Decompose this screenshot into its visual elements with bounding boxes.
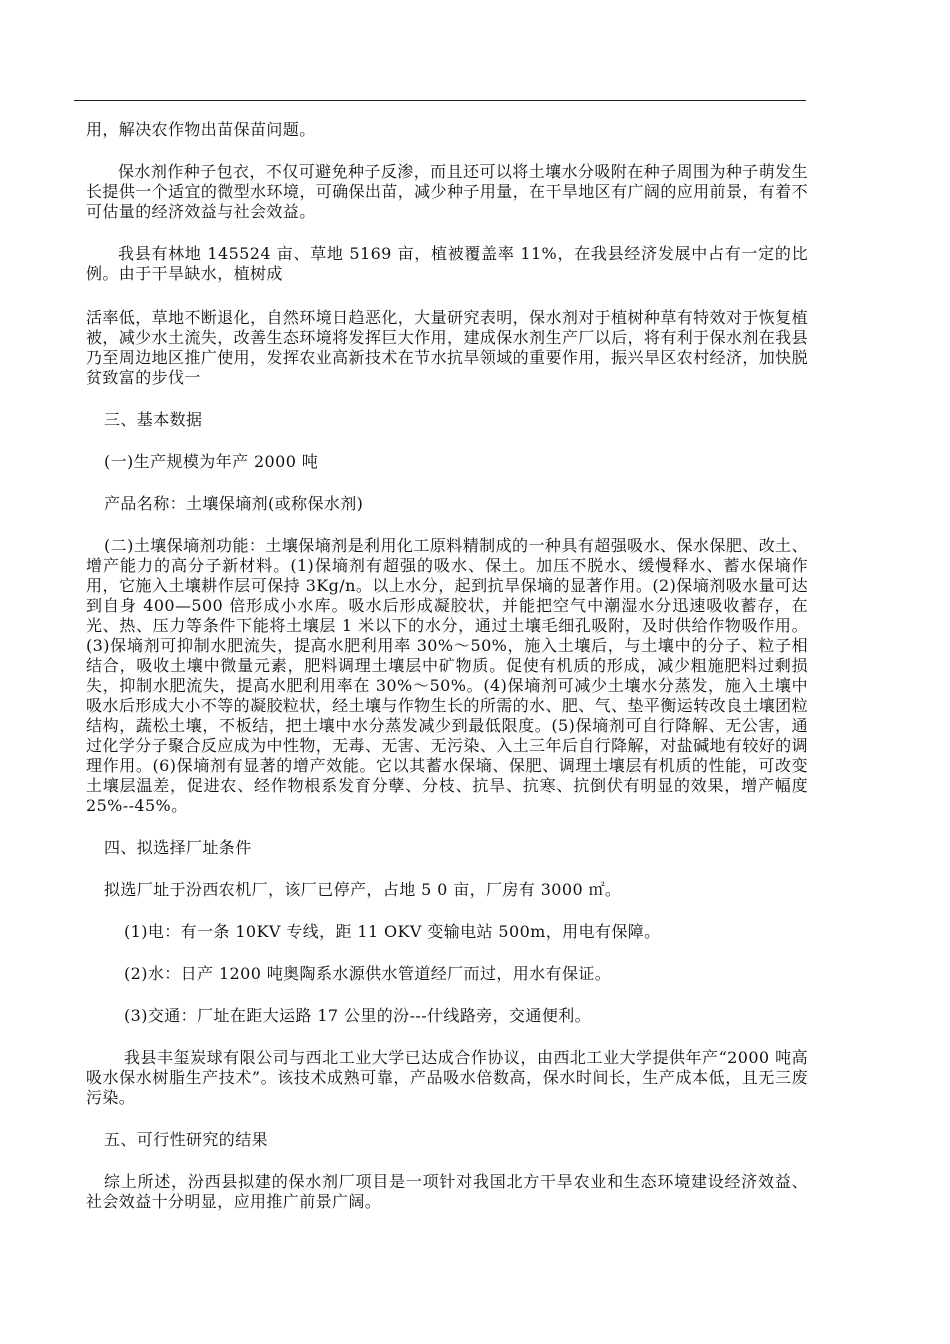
paragraph-product-function: (二)土壤保墒剂功能：土壤保墒剂是利用化工原料精制成的一种具有超强吸水、保水保肥、改土、增产能力的高分子新材料。(1)保墒剂有超强的吸水、保土。加压不脱水、缓慢释水、蓄水保墒作用，它施入土壤耕作层可保持 3Kg/n。以上水分，起到抗旱保墒的显著作用。(2)保墒剂吸水量可达到自身 400—500 倍形成小水库。吸水后形成凝胶状，并能把空气中潮湿水分迅速吸收蓄存，在光、热、压力等条件下能将土壤层 1 米以下的水分，通过土壤毛细孔吸附，及时供给作物吸作用。(3)保墒剂可抑制水肥流失，提高水肥利用率 30%～50%，施入土壤后，与土壤中的分子、粒子相结合，吸收土壤中微量元素，肥料调理土壤层中矿物质。促使有机质的形成，减少粗施肥料过剩损失，抑制水肥流失，提高水肥利用率在 30%～50%。(4)保墒剂可减少土壤水分蒸发，施入土壤中吸水后形成大小不等的凝胶粒状，经土壤与作物生长的所需的水、肥、气、垫平衡运转改良土壤团粒结构，蔬松土壤，不板结，把土壤中水分蒸发减少到最低限度。(5)保墒剂可自行降解、无公害，通过化学分子聚合反应成为中性物，无毒、无害、无污染、入土三年后自行降解，对盐碱地有较好的调理作用。(6)保墒剂有显著的增产效能。它以其蓄水保墒、保肥、调理土壤层有机质的性能，可改变土壤层温差，促进农、经作物根系发育分孽、分枝、抗旱、抗寒、抗倒伏有明显的效果，增产幅度 25%--45%。 <box>86 536 808 815</box>
paragraph-forest-grass: 我县有林地 145524 亩、草地 5169 亩，植被覆盖率 11%，在我县经济发展中占有一定的比例。由于干旱缺水，植树成 <box>86 244 808 283</box>
subsection-production-scale: (一)生产规模为年产 2000 吨 <box>104 452 319 471</box>
site-condition-water: (2)水：日产 1200 吨奥陶系水源供水管道经厂而过，用水有保证。 <box>124 964 612 983</box>
site-condition-electricity: (1)电：有一条 10KV 专线，距 11 OKV 变输电站 500m，用电有保障。 <box>124 922 661 941</box>
paragraph-seed-coating: 保水剂作种子包衣，不仅可避免种子反渗，而且还可以将土壤水分吸附在种子周围为种子萌发生长提供一个适宜的微型水环境，可确保出苗，减少种子用量，在干旱地区有广阔的应用前景，有着不可估量的经济效益与社会效益。 <box>86 162 808 221</box>
paragraph-conclusion: 综上所述，汾西县拟建的保水剂厂项目是一项针对我国北方干旱农业和生态环境建设经济效益、社会效益十分明显，应用推广前景广阔。 <box>86 1172 808 1211</box>
paragraph-survival-rate: 活率低，草地不断退化，自然环境日趋恶化，大量研究表明，保水剂对于植树种草有特效对于恢复植被，减少水土流失，改善生态环境将发挥巨大作用，建成保水剂生产厂以后，将有利于保水剂在我县乃至周边地区推广使用，发挥农业高新技术在节水抗旱领域的重要作用，振兴旱区农村经济，加快脱贫致富的步伐一 <box>86 308 808 387</box>
product-name: 产品名称：土壤保墒剂(或称保水剂) <box>104 494 364 513</box>
paragraph-cooperation: 我县丰玺炭球有限公司与西北工业大学已达成合作协议，由西北工业大学提供年产“2000 吨高吸水保水树脂生产技术”。该技术成熟可靠，产品吸水倍数高，保水时间长，生产成本低，且无三废污染。 <box>86 1048 808 1107</box>
section-heading-basic-data: 三、基本数据 <box>104 410 203 429</box>
header-rule <box>74 100 806 101</box>
section-heading-results: 五、可行性研究的结果 <box>104 1130 269 1149</box>
paragraph-continuation: 用，解决农作物出苗保苗问题。 <box>86 120 316 139</box>
document-body <box>86 120 808 1212</box>
paragraph-site-selection: 拟选厂址于汾西农机厂，该厂已停产，占地 5 0 亩，厂房有 3000 ㎡。 <box>104 880 622 899</box>
section-heading-site: 四、拟选择厂址条件 <box>104 838 252 857</box>
site-condition-transport: (3)交通：厂址在距大运路 17 公里的汾---什线路旁，交通便利。 <box>124 1006 592 1025</box>
